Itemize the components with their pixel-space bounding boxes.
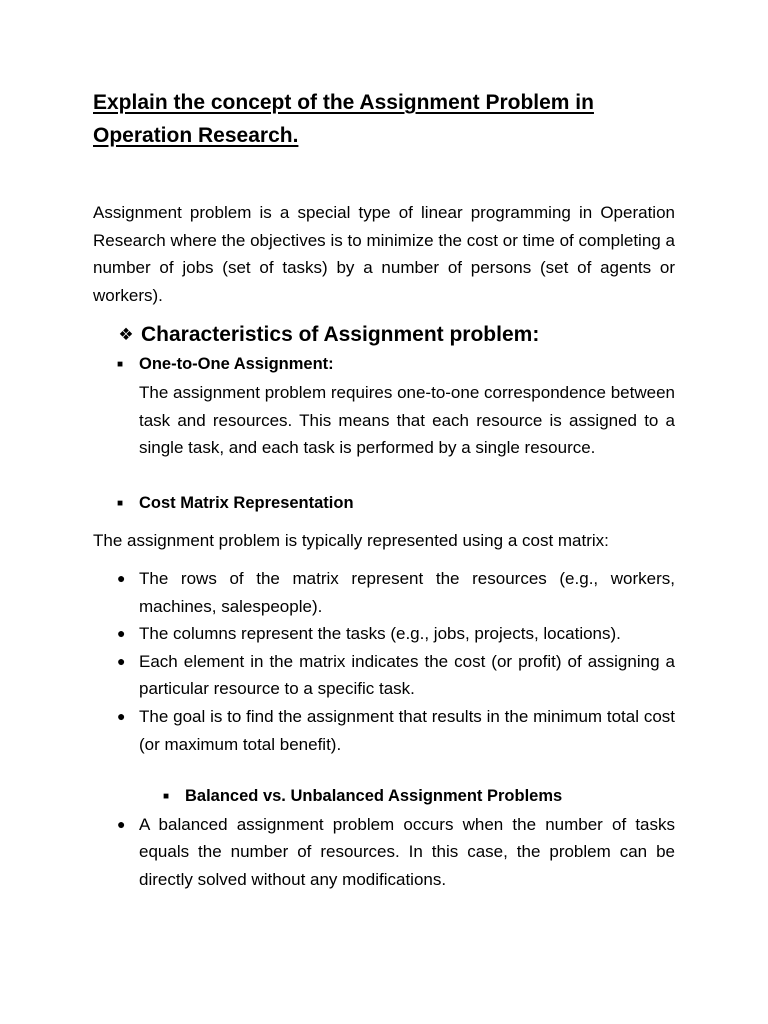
dot-bullet-icon: ●: [117, 569, 126, 586]
section-cost-matrix: [117, 490, 675, 518]
square-bullet-icon: ■: [117, 497, 124, 509]
document-page: [93, 86, 675, 893]
cost-matrix-lead: The assignment problem is typically represented using a cost matrix:: [93, 531, 609, 551]
dot-bullet-icon: ●: [117, 707, 126, 724]
diamond-bullet-icon: ❖: [118, 325, 134, 345]
square-bullet-icon: ■: [163, 791, 170, 803]
list-item: ● The rows of the matrix represent the resources (e.g., workers, machines, salespeople).: [117, 565, 675, 620]
characteristics-heading: [117, 319, 675, 351]
list-item: ● The goal is to find the assignment that results in the minimum total cost (or maximum total benefit).: [117, 703, 675, 758]
cost-matrix-heading: Cost Matrix Representation: [139, 493, 354, 512]
one-to-one-text: The assignment problem requires one-to-one correspondence between task and resources. This means that each resource is assigned to a single task, and each task is performed by a single resource.: [139, 382, 675, 458]
section-balanced: [163, 783, 675, 811]
intro-paragraph: Assignment problem is a special type of linear programming in Operation Research where the objectives is to minimize the cost or time of completing a number of jobs (set of tasks) by a number of persons (set of agents or workers).: [93, 203, 675, 305]
list-item: ● Each element in the matrix indicates the cost (or profit) of assigning a particular resource to a specific task.: [117, 648, 675, 703]
section-one-to-one: [117, 351, 675, 461]
characteristics-heading-text: Characteristics of Assignment problem:: [141, 323, 540, 347]
dot-bullet-icon: ●: [117, 625, 126, 642]
cost-matrix-list: [93, 565, 675, 758]
title-line-1: Explain the concept of the Assignment Problem in: [93, 91, 594, 114]
balanced-heading: Balanced vs. Unbalanced Assignment Problems: [185, 787, 563, 806]
document-title: [93, 86, 675, 152]
balanced-list: [93, 811, 675, 894]
one-to-one-heading: One-to-One Assignment:: [139, 355, 334, 374]
dot-bullet-icon: ●: [117, 815, 126, 832]
dot-bullet-icon: ●: [117, 652, 126, 669]
title-line-2: Operation Research.: [93, 124, 299, 147]
square-bullet-icon: ■: [117, 359, 124, 371]
list-item: ● The columns represent the tasks (e.g., jobs, projects, locations).: [117, 620, 675, 648]
list-item: ● A balanced assignment problem occurs when the number of tasks equals the number of resources. In this case, the problem can be directly solved without any modifications.: [117, 811, 675, 894]
